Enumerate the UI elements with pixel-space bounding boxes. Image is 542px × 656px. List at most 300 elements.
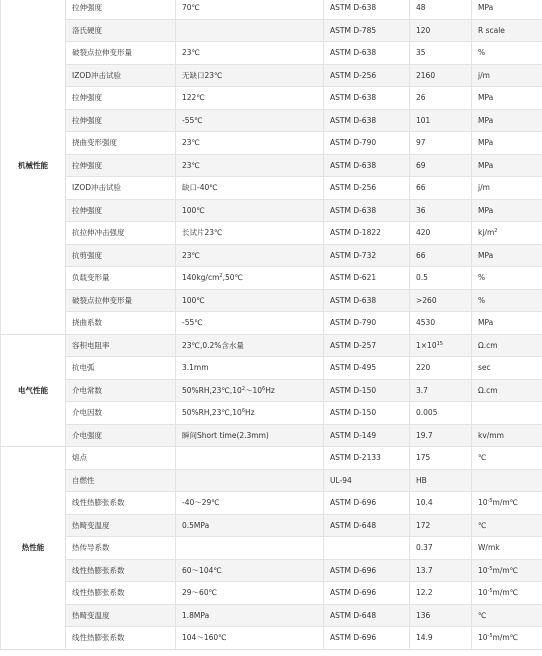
table-row bbox=[1, 604, 542, 627]
value-text: 36 bbox=[416, 205, 426, 215]
unit-cell bbox=[472, 222, 542, 245]
condition-cell bbox=[176, 402, 324, 425]
condition-sup: 6 bbox=[241, 408, 245, 415]
property-cell bbox=[66, 132, 176, 155]
value-cell bbox=[410, 42, 472, 65]
table-row bbox=[1, 469, 542, 492]
condition-cell bbox=[176, 537, 324, 560]
method-text: ASTM D-1822 bbox=[330, 228, 381, 238]
unit-cell bbox=[472, 42, 542, 65]
value-text: 66 bbox=[416, 183, 426, 193]
value-cell bbox=[410, 514, 472, 537]
property-text: 拉伸强度 bbox=[72, 3, 102, 13]
unit-cell bbox=[472, 582, 542, 605]
value-text: 172 bbox=[416, 520, 431, 530]
property-cell bbox=[66, 402, 176, 425]
method-text: UL-94 bbox=[330, 475, 352, 485]
method-cell bbox=[324, 402, 410, 425]
property-cell bbox=[66, 582, 176, 605]
unit-cell bbox=[472, 379, 542, 402]
value-text: 66 bbox=[416, 250, 426, 260]
condition-text: 3.1mm bbox=[182, 363, 209, 373]
value-text: 48 bbox=[416, 3, 426, 13]
condition-text: 1.8MPa bbox=[182, 610, 210, 620]
value-text: 120 bbox=[416, 25, 431, 35]
method-cell bbox=[324, 469, 410, 492]
property-text: IZOD冲击试验 bbox=[72, 183, 122, 193]
condition-cell bbox=[176, 334, 324, 357]
property-text: 洛氏硬度 bbox=[72, 25, 102, 35]
property-text: 介电因数 bbox=[72, 408, 102, 418]
value-cell bbox=[410, 132, 472, 155]
unit-cell bbox=[472, 132, 542, 155]
property-cell bbox=[66, 177, 176, 200]
unit-cell bbox=[472, 402, 542, 425]
condition-cell bbox=[176, 177, 324, 200]
condition-after2: Hz bbox=[265, 385, 275, 395]
method-cell bbox=[324, 42, 410, 65]
condition-cell bbox=[176, 582, 324, 605]
property-cell bbox=[66, 334, 176, 357]
unit-cell bbox=[472, 559, 542, 582]
property-text: 负载变形量 bbox=[72, 273, 110, 283]
unit-text: j/m bbox=[478, 70, 490, 80]
condition-text: 100℃ bbox=[182, 205, 205, 215]
unit-cell bbox=[472, 537, 542, 560]
value-cell bbox=[410, 0, 472, 19]
value-cell bbox=[410, 447, 472, 470]
condition-after: Hz bbox=[245, 408, 255, 418]
value-cell bbox=[410, 424, 472, 447]
method-cell bbox=[324, 334, 410, 357]
property-cell bbox=[66, 289, 176, 312]
property-cell bbox=[66, 222, 176, 245]
condition-cell bbox=[176, 312, 324, 335]
value-text: 26 bbox=[416, 93, 426, 103]
method-text: ASTM D-732 bbox=[330, 250, 377, 260]
method-text: ASTM D-638 bbox=[330, 48, 377, 58]
unit-text: kv/mm bbox=[478, 430, 504, 440]
method-text: ASTM D-648 bbox=[330, 520, 377, 530]
property-text: 线性热膨张系数 bbox=[72, 588, 125, 598]
method-cell bbox=[324, 289, 410, 312]
property-cell bbox=[66, 559, 176, 582]
method-cell bbox=[324, 357, 410, 380]
unit-cell bbox=[472, 469, 542, 492]
method-cell bbox=[324, 379, 410, 402]
method-cell bbox=[324, 0, 410, 19]
condition-text: 23℃ bbox=[182, 160, 200, 170]
condition-cell bbox=[176, 604, 324, 627]
unit-text: 10 bbox=[478, 498, 488, 508]
method-cell bbox=[324, 222, 410, 245]
unit-text: j/m bbox=[478, 183, 490, 193]
table-row bbox=[1, 64, 542, 87]
method-cell bbox=[324, 559, 410, 582]
condition-text: 60～104℃ bbox=[182, 565, 222, 575]
condition-text: 23℃ bbox=[182, 48, 200, 58]
property-cell bbox=[66, 109, 176, 132]
unit-text: % bbox=[478, 48, 486, 58]
value-text: 0.005 bbox=[416, 408, 438, 418]
condition-cell bbox=[176, 109, 324, 132]
value-cell bbox=[410, 19, 472, 42]
method-cell bbox=[324, 447, 410, 470]
condition-text: -55℃ bbox=[182, 115, 203, 125]
value-cell bbox=[410, 199, 472, 222]
condition-cell bbox=[176, 469, 324, 492]
unit-cell bbox=[472, 19, 542, 42]
unit-after: m/m℃ bbox=[492, 498, 519, 508]
condition-text: 长试片23℃ bbox=[182, 228, 223, 238]
value-cell bbox=[410, 109, 472, 132]
property-text: 介电强度 bbox=[72, 430, 102, 440]
method-cell bbox=[324, 312, 410, 335]
value-text: 220 bbox=[416, 363, 431, 373]
unit-after: m/m℃ bbox=[492, 633, 519, 643]
unit-cell bbox=[472, 312, 542, 335]
property-text: 热畸变温度 bbox=[72, 520, 110, 530]
value-cell bbox=[410, 267, 472, 290]
table-row bbox=[1, 87, 542, 110]
unit-cell bbox=[472, 604, 542, 627]
category-cell: 电气性能 bbox=[1, 334, 66, 447]
unit-cell bbox=[472, 64, 542, 87]
property-cell bbox=[66, 537, 176, 560]
method-cell bbox=[324, 64, 410, 87]
unit-text: ℃ bbox=[478, 453, 487, 463]
condition-cell bbox=[176, 424, 324, 447]
unit-text: MPa bbox=[478, 3, 494, 13]
method-cell bbox=[324, 132, 410, 155]
condition-sup: 2 bbox=[241, 385, 245, 392]
method-text: ASTM D-256 bbox=[330, 183, 377, 193]
property-text: 破裂点拉伸变形量 bbox=[72, 295, 132, 305]
value-cell bbox=[410, 537, 472, 560]
property-cell bbox=[66, 604, 176, 627]
unit-text: ℃ bbox=[478, 610, 487, 620]
property-cell bbox=[66, 0, 176, 19]
table-row bbox=[1, 514, 542, 537]
value-cell bbox=[410, 222, 472, 245]
method-text: ASTM D-149 bbox=[330, 430, 377, 440]
value-cell bbox=[410, 177, 472, 200]
value-text: 136 bbox=[416, 610, 431, 620]
table-row bbox=[1, 132, 542, 155]
value-cell bbox=[410, 312, 472, 335]
table-row bbox=[1, 492, 542, 515]
condition-cell bbox=[176, 154, 324, 177]
table-row bbox=[1, 42, 542, 65]
property-text: 拉伸强度 bbox=[72, 115, 102, 125]
condition-text: 23℃ bbox=[182, 138, 200, 148]
value-text: 97 bbox=[416, 138, 426, 148]
unit-text: % bbox=[478, 295, 486, 305]
method-text: ASTM D-696 bbox=[330, 588, 377, 598]
property-cell bbox=[66, 267, 176, 290]
method-text: ASTM D-638 bbox=[330, 93, 377, 103]
property-text: 线性热膨张系数 bbox=[72, 633, 125, 643]
value-cell bbox=[410, 559, 472, 582]
property-text: IZOD冲击试验 bbox=[72, 70, 122, 80]
condition-text: 23℃ bbox=[182, 250, 200, 260]
property-cell bbox=[66, 42, 176, 65]
property-text: 线性热膨张系数 bbox=[72, 565, 125, 575]
property-text: 熔点 bbox=[72, 453, 87, 463]
table-row bbox=[1, 244, 542, 267]
table-row bbox=[1, 19, 542, 42]
table-row bbox=[1, 109, 542, 132]
property-text: 热传导系数 bbox=[72, 543, 110, 553]
condition-sup: 2 bbox=[219, 273, 223, 280]
property-cell bbox=[66, 87, 176, 110]
table-row bbox=[1, 537, 542, 560]
method-cell bbox=[324, 177, 410, 200]
table-row bbox=[1, 582, 542, 605]
property-cell bbox=[66, 469, 176, 492]
property-cell bbox=[66, 244, 176, 267]
condition-text: 50%RH,23℃,10 bbox=[182, 385, 242, 395]
unit-cell bbox=[472, 199, 542, 222]
condition-cell bbox=[176, 0, 324, 19]
condition-cell bbox=[176, 199, 324, 222]
condition-text: -55℃ bbox=[182, 318, 203, 328]
value-cell bbox=[410, 289, 472, 312]
method-text: ASTM D-790 bbox=[330, 138, 377, 148]
unit-text: R scale bbox=[478, 25, 505, 35]
value-cell bbox=[410, 154, 472, 177]
condition-cell bbox=[176, 514, 324, 537]
value-text: 1×10 bbox=[416, 340, 437, 350]
condition-cell bbox=[176, 492, 324, 515]
value-text: 69 bbox=[416, 160, 426, 170]
condition-cell bbox=[176, 267, 324, 290]
unit-sup: 2 bbox=[494, 228, 498, 235]
value-text: 13.7 bbox=[416, 565, 433, 575]
condition-text: 缺口-40℃ bbox=[182, 183, 218, 193]
value-cell bbox=[410, 357, 472, 380]
table-row bbox=[1, 312, 542, 335]
value-cell bbox=[410, 64, 472, 87]
property-text: 抗拉伸冲击强度 bbox=[72, 228, 125, 238]
value-text: 14.9 bbox=[416, 633, 433, 643]
condition-text: 29～60℃ bbox=[182, 588, 218, 598]
method-text: ASTM D-257 bbox=[330, 340, 377, 350]
value-text: HB bbox=[416, 475, 427, 485]
condition-text: 瞬间Short time(2.3mm) bbox=[182, 430, 269, 440]
method-cell bbox=[324, 604, 410, 627]
method-text: ASTM D-638 bbox=[330, 115, 377, 125]
category-cell: 热性能 bbox=[1, 447, 66, 650]
method-text: ASTM D-638 bbox=[330, 205, 377, 215]
value-text: 19.7 bbox=[416, 430, 433, 440]
unit-sup: -5 bbox=[487, 588, 493, 595]
value-cell bbox=[410, 627, 472, 650]
property-cell bbox=[66, 514, 176, 537]
unit-text: MPa bbox=[478, 160, 494, 170]
value-text: 4530 bbox=[416, 318, 436, 328]
unit-cell bbox=[472, 0, 542, 19]
method-cell bbox=[324, 582, 410, 605]
method-cell bbox=[324, 199, 410, 222]
unit-cell bbox=[472, 267, 542, 290]
condition-text: 0.5MPa bbox=[182, 520, 210, 530]
table-row bbox=[1, 379, 542, 402]
condition-cell bbox=[176, 87, 324, 110]
condition-cell bbox=[176, 64, 324, 87]
unit-cell bbox=[472, 627, 542, 650]
unit-text: 10 bbox=[478, 633, 488, 643]
method-cell bbox=[324, 627, 410, 650]
property-cell bbox=[66, 64, 176, 87]
condition-cell bbox=[176, 42, 324, 65]
unit-text: MPa bbox=[478, 115, 494, 125]
unit-cell bbox=[472, 424, 542, 447]
unit-cell bbox=[472, 177, 542, 200]
method-text: ASTM D-638 bbox=[330, 160, 377, 170]
property-text: 拉伸强度 bbox=[72, 93, 102, 103]
property-cell bbox=[66, 492, 176, 515]
unit-cell bbox=[472, 514, 542, 537]
property-cell bbox=[66, 154, 176, 177]
condition-text: 100℃ bbox=[182, 295, 205, 305]
table-row bbox=[1, 402, 542, 425]
condition-cell bbox=[176, 222, 324, 245]
properties-table-body bbox=[1, 0, 542, 649]
table-row bbox=[1, 559, 542, 582]
condition-cell bbox=[176, 379, 324, 402]
condition-cell bbox=[176, 132, 324, 155]
unit-text: W/mk bbox=[478, 543, 500, 553]
property-text: 抗电弧 bbox=[72, 363, 95, 373]
table-row bbox=[1, 424, 542, 447]
value-cell bbox=[410, 334, 472, 357]
value-text: 12.2 bbox=[416, 588, 433, 598]
value-text: 0.37 bbox=[416, 543, 433, 553]
value-text: 420 bbox=[416, 228, 431, 238]
value-cell bbox=[410, 492, 472, 515]
condition-cell bbox=[176, 357, 324, 380]
method-text: ASTM D-256 bbox=[330, 70, 377, 80]
condition-cell bbox=[176, 19, 324, 42]
method-text: ASTM D-696 bbox=[330, 498, 377, 508]
unit-text: MPa bbox=[478, 93, 494, 103]
value-text: >260 bbox=[416, 295, 437, 305]
method-cell bbox=[324, 267, 410, 290]
condition-text: 70℃ bbox=[182, 3, 200, 13]
method-cell bbox=[324, 19, 410, 42]
value-cell bbox=[410, 469, 472, 492]
property-cell bbox=[66, 447, 176, 470]
value-text: 10.4 bbox=[416, 498, 433, 508]
property-text: 拉伸强度 bbox=[72, 205, 102, 215]
unit-cell bbox=[472, 447, 542, 470]
value-text: 2160 bbox=[416, 70, 436, 80]
unit-cell bbox=[472, 289, 542, 312]
method-text: ASTM D-638 bbox=[330, 295, 377, 305]
value-sup: 15 bbox=[436, 340, 443, 347]
method-text: ASTM D-2133 bbox=[330, 453, 381, 463]
value-text: 175 bbox=[416, 453, 431, 463]
unit-text: Ω.cm bbox=[478, 385, 498, 395]
method-text: ASTM D-648 bbox=[330, 610, 377, 620]
condition-cell bbox=[176, 244, 324, 267]
unit-cell bbox=[472, 109, 542, 132]
property-cell bbox=[66, 199, 176, 222]
unit-cell bbox=[472, 244, 542, 267]
condition-after: ～10 bbox=[245, 385, 263, 395]
unit-cell bbox=[472, 492, 542, 515]
value-cell bbox=[410, 244, 472, 267]
property-text: 热畸变温度 bbox=[72, 610, 110, 620]
value-cell bbox=[410, 379, 472, 402]
table-row bbox=[1, 334, 542, 357]
property-cell bbox=[66, 424, 176, 447]
property-cell bbox=[66, 312, 176, 335]
table-row bbox=[1, 627, 542, 650]
value-text: 0.5 bbox=[416, 273, 428, 283]
unit-text: % bbox=[478, 273, 486, 283]
condition-text: -40～29℃ bbox=[182, 498, 220, 508]
unit-text: MPa bbox=[478, 250, 494, 260]
unit-sup: -5 bbox=[487, 565, 493, 572]
unit-text: sec bbox=[478, 363, 491, 373]
method-cell bbox=[324, 492, 410, 515]
unit-text: MPa bbox=[478, 318, 494, 328]
unit-sup: -5 bbox=[487, 633, 493, 640]
value-text: 3.7 bbox=[416, 385, 428, 395]
condition-cell bbox=[176, 447, 324, 470]
unit-after: m/m℃ bbox=[492, 588, 519, 598]
unit-text: Ω.cm bbox=[478, 340, 498, 350]
unit-cell bbox=[472, 154, 542, 177]
property-text: 拉伸强度 bbox=[72, 160, 102, 170]
unit-text: MPa bbox=[478, 205, 494, 215]
unit-sup: -5 bbox=[487, 498, 493, 505]
condition-after: ,50℃ bbox=[222, 273, 243, 283]
method-cell bbox=[324, 537, 410, 560]
property-text: 抗剪强度 bbox=[72, 250, 102, 260]
method-text: ASTM D-785 bbox=[330, 25, 377, 35]
condition-sup2: 6 bbox=[262, 385, 266, 392]
method-text: ASTM D-696 bbox=[330, 565, 377, 575]
property-text: 介电常数 bbox=[72, 385, 102, 395]
condition-cell bbox=[176, 559, 324, 582]
table-row bbox=[1, 267, 542, 290]
property-text: 破裂点拉伸变形量 bbox=[72, 48, 132, 58]
table-row bbox=[1, 177, 542, 200]
method-cell bbox=[324, 109, 410, 132]
value-cell bbox=[410, 582, 472, 605]
category-cell: 机械性能 bbox=[1, 0, 66, 334]
unit-cell bbox=[472, 334, 542, 357]
condition-text: 104～160℃ bbox=[182, 633, 227, 643]
property-text: 挠曲系数 bbox=[72, 318, 102, 328]
method-cell bbox=[324, 424, 410, 447]
table-row bbox=[1, 447, 542, 470]
method-text: ASTM D-696 bbox=[330, 633, 377, 643]
property-text: 自燃性 bbox=[72, 475, 95, 485]
condition-text: 23℃,0.2%含水量 bbox=[182, 340, 244, 350]
unit-text: ℃ bbox=[478, 520, 487, 530]
condition-text: 无缺口23℃ bbox=[182, 70, 223, 80]
method-cell bbox=[324, 87, 410, 110]
method-text: ASTM D-790 bbox=[330, 318, 377, 328]
table-row bbox=[1, 289, 542, 312]
method-text: ASTM D-150 bbox=[330, 408, 377, 418]
condition-text: 140kg/cm bbox=[182, 273, 220, 283]
method-text: ASTM D-495 bbox=[330, 363, 377, 373]
